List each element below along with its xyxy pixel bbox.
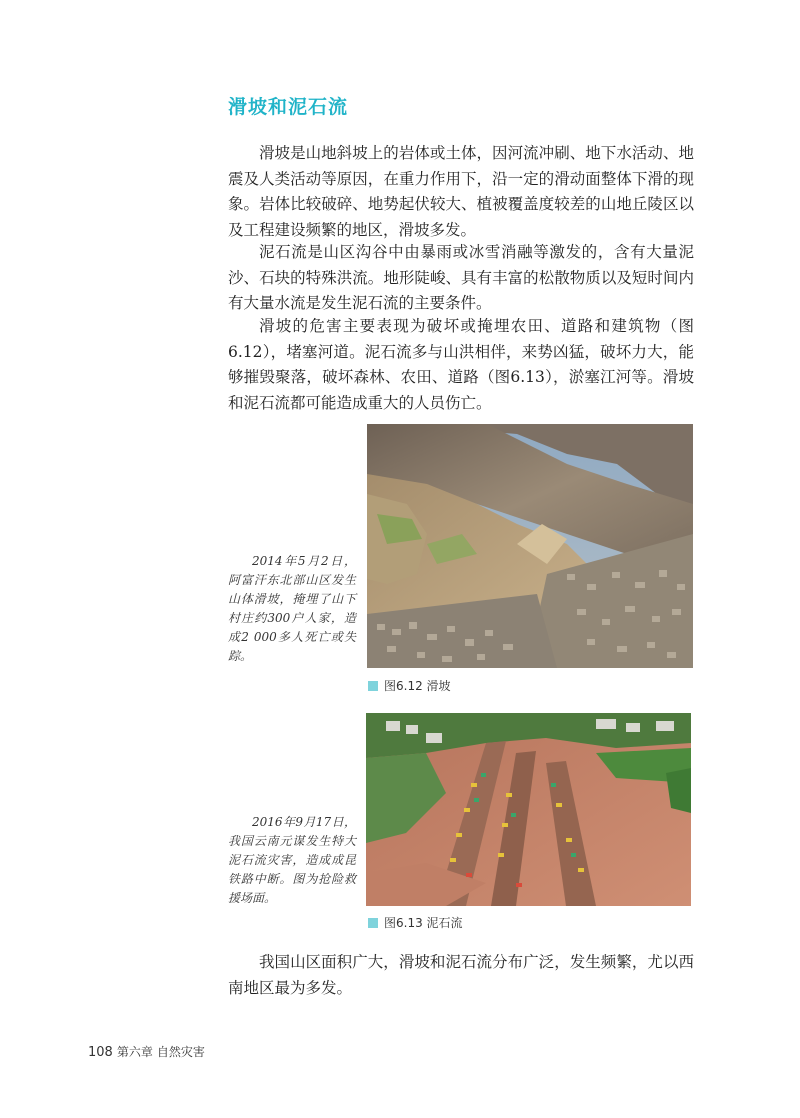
chapter-number: 第六章: [116, 1045, 153, 1059]
page-footer: [88, 1043, 205, 1060]
paragraph-debris-flow-definition: 泥石流是山区沟谷中由暴雨或冰雪消融等激发的，含有大量泥沙、石块的特殊洪流。地形陡峻、具有丰富的松散物质以及短时间内有大量水流是发生泥石流的主要条件。: [228, 243, 694, 312]
paragraph-hazards: 滑坡的危害主要表现为破坏或掩埋农田、道路和建筑物（图6.12），堵塞河道。泥石流多与山洪相伴，来势凶猛，破坏力大，能够摧毁聚落，破坏森林、农田、道路（图6.13），淤塞江河等。滑坡和泥石流都可能造成重大的人员伤亡。: [228, 317, 694, 412]
figure-6-13-note: 2016年9月17日，我国云南元谋发生特大泥石流灾害，造成成昆铁路中断。图为抢险救援场面。: [228, 815, 356, 905]
figure-marker-icon: [368, 681, 378, 691]
figure-6-13-label: [368, 914, 463, 931]
paragraph-landslide-definition: 滑坡是山地斜坡上的岩体或土体，因河流冲刷、地下水活动、地震及人类活动等原因，在重力作用下，沿一定的滑动面整体下滑的现象。岩体比较破碎、地势起伏较大、植被覆盖度较差的山地丘陵区以及工程建设频繁的地区，滑坡多发。: [228, 144, 694, 239]
section-heading: 滑坡和泥石流: [228, 96, 349, 118]
figure-marker-icon: [368, 918, 378, 928]
figure-6-13-caption: 图6.13 泥石流: [384, 916, 463, 930]
figure-6-12-label: [368, 677, 451, 694]
chapter-title: 自然灾害: [156, 1045, 205, 1059]
debris-flow-photo: [366, 713, 691, 906]
landslide-photo: [367, 424, 693, 668]
paragraph-china-distribution: 我国山区面积广大，滑坡和泥石流分布广泛，发生频繁，尤以西南地区最为多发。: [228, 953, 694, 997]
figure-6-12-note: 2014年5月2日，阿富汗东北部山区发生山体滑坡，掩埋了山下村庄约300户人家，造成2 000多人死亡或失踪。: [228, 554, 356, 663]
figure-6-12-caption: 图6.12 滑坡: [384, 679, 451, 693]
page-number: 108: [88, 1045, 113, 1060]
